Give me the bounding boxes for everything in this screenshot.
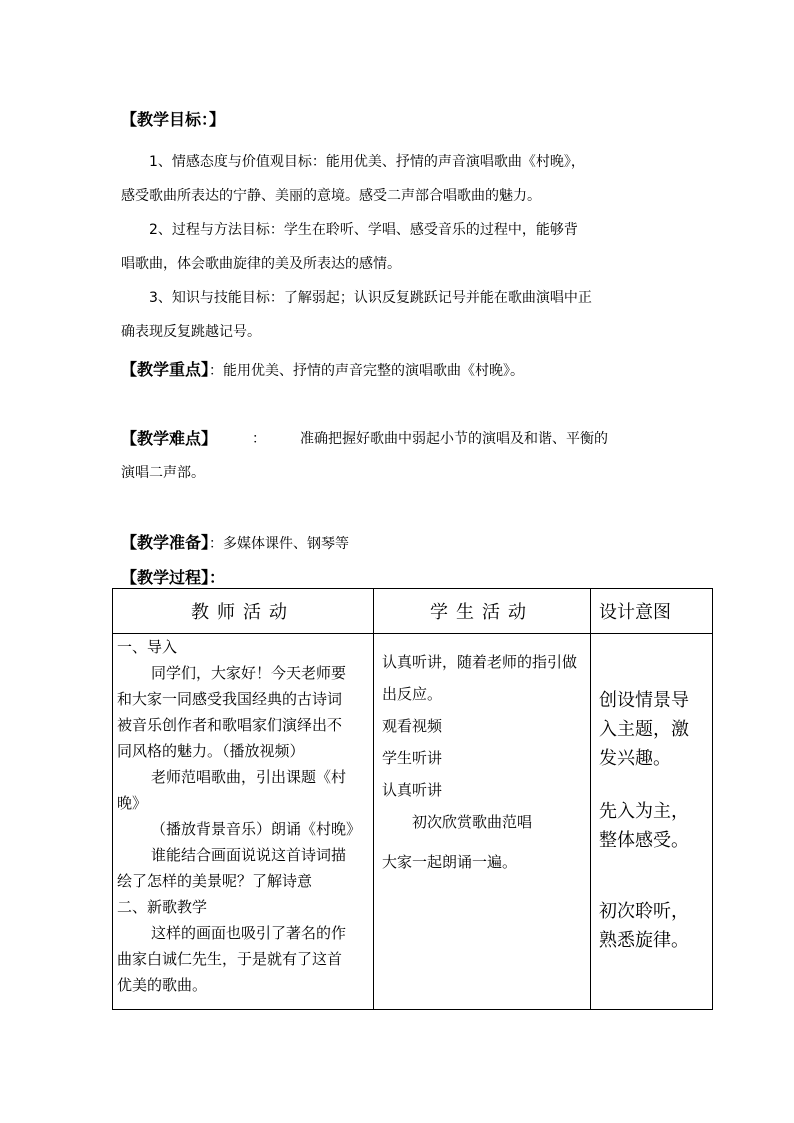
student-line: 观看视频 [382, 717, 443, 735]
key-points-text: ：能用优美、抒情的声音完整的演唱歌曲《村晚》。 [209, 363, 525, 379]
student-line: 出反应。 [382, 685, 443, 703]
difficulties-colon: ： [252, 431, 266, 447]
process-colon: ： [209, 568, 226, 587]
teacher-line: 被音乐创作者和歌唱家们演绎出不 [117, 716, 343, 734]
objective-2-line-1: 2、过程与方法目标：学生在聆听、学唱、感受音乐的过程中，能够背 [149, 222, 578, 238]
design-line: 先入为主， [599, 801, 689, 822]
objective-2-line-2: 唱歌曲，体会歌曲旋律的美及所表达的感情。 [121, 256, 401, 272]
difficulties-line-2: 演唱二声部。 [121, 465, 205, 481]
design-line: 发兴趣。 [599, 748, 671, 769]
difficulties-heading: 【教学难点】 [121, 429, 218, 448]
teacher-line: 晚》 [117, 794, 148, 812]
student-activity-cell [374, 634, 591, 1010]
column-header-design: 设计意图 [591, 589, 713, 634]
process-table-row [113, 634, 713, 1010]
teacher-line: 谁能结合画面说说这首诗词描 [151, 846, 347, 864]
design-line: 熟悉旋律。 [599, 930, 689, 951]
objective-item-2 [121, 213, 681, 281]
preparation-text: ：多媒体课件、钢琴等 [209, 536, 350, 552]
objective-3-line-1: 3、知识与技能目标：了解弱起；认识反复跳跃记号并能在歌曲演唱中正 [149, 290, 592, 306]
key-points-section [121, 357, 524, 380]
objective-1-line-1: 1、情感态度与价值观目标：能用优美、抒情的声音演唱歌曲《村晚》， [149, 154, 585, 170]
objective-3-line-2: 确表现反复跳越记号。 [121, 324, 261, 340]
teacher-line: 优美的歌曲。 [117, 976, 208, 994]
key-points-heading: 【教学重点】 [121, 360, 210, 379]
difficulties-line-1: 准确把握好歌曲中弱起小节的演唱及和谐、平衡的 [300, 431, 608, 447]
process-table-header [113, 589, 713, 634]
teacher-line: 曲家白诚仁先生，于是就有了这首 [117, 950, 343, 968]
preparation-heading: 【教学准备】 [121, 533, 210, 552]
process-heading: 【教学过程】 [121, 568, 210, 587]
student-line: 认真听讲，随着老师的指引做 [382, 653, 578, 671]
objective-item-3 [121, 281, 681, 349]
student-line: 学生听讲 [382, 749, 443, 767]
column-header-student: 学生活动 [374, 589, 591, 634]
design-line: 创设情景导 [599, 690, 689, 711]
teacher-activity-cell [113, 634, 374, 1010]
objective-item-1 [121, 145, 681, 213]
objective-1-line-2: 感受歌曲所表达的宁静、美丽的意境。感受二声部合唱歌曲的魅力。 [121, 188, 541, 204]
teacher-line: 一、导入 [117, 638, 178, 656]
teacher-line: 这样的画面也吸引了著名的作 [151, 924, 347, 942]
design-line: 初次聆听， [599, 901, 689, 922]
teacher-line: 同风格的魅力。（播放视频） [117, 742, 305, 760]
teacher-line: （播放背景音乐）朗诵《村晚》 [151, 820, 362, 838]
teacher-line: 绘了怎样的美景呢？了解诗意 [117, 872, 313, 890]
objectives-heading: 【教学目标：】 [121, 110, 226, 129]
column-header-teacher: 教师活动 [113, 589, 374, 634]
teacher-line: 和大家一同感受我国经典的古诗词 [117, 690, 343, 708]
design-line: 整体感受。 [599, 830, 689, 851]
student-line: 初次欣赏歌曲范唱 [412, 813, 533, 831]
teacher-line: 二、新歌教学 [117, 898, 208, 916]
student-line: 大家一起朗诵一遍。 [382, 853, 518, 871]
teacher-line: 同学们，大家好！今天老师要 [151, 664, 347, 682]
design-line: 入主题，激 [599, 719, 689, 740]
process-table [112, 588, 713, 1010]
design-intent-cell [591, 634, 713, 1010]
preparation-section [121, 530, 349, 553]
process-section [121, 565, 225, 588]
teacher-line: 老师范唱歌曲，引出课题《村 [151, 768, 347, 786]
student-line: 认真听讲 [382, 781, 443, 799]
